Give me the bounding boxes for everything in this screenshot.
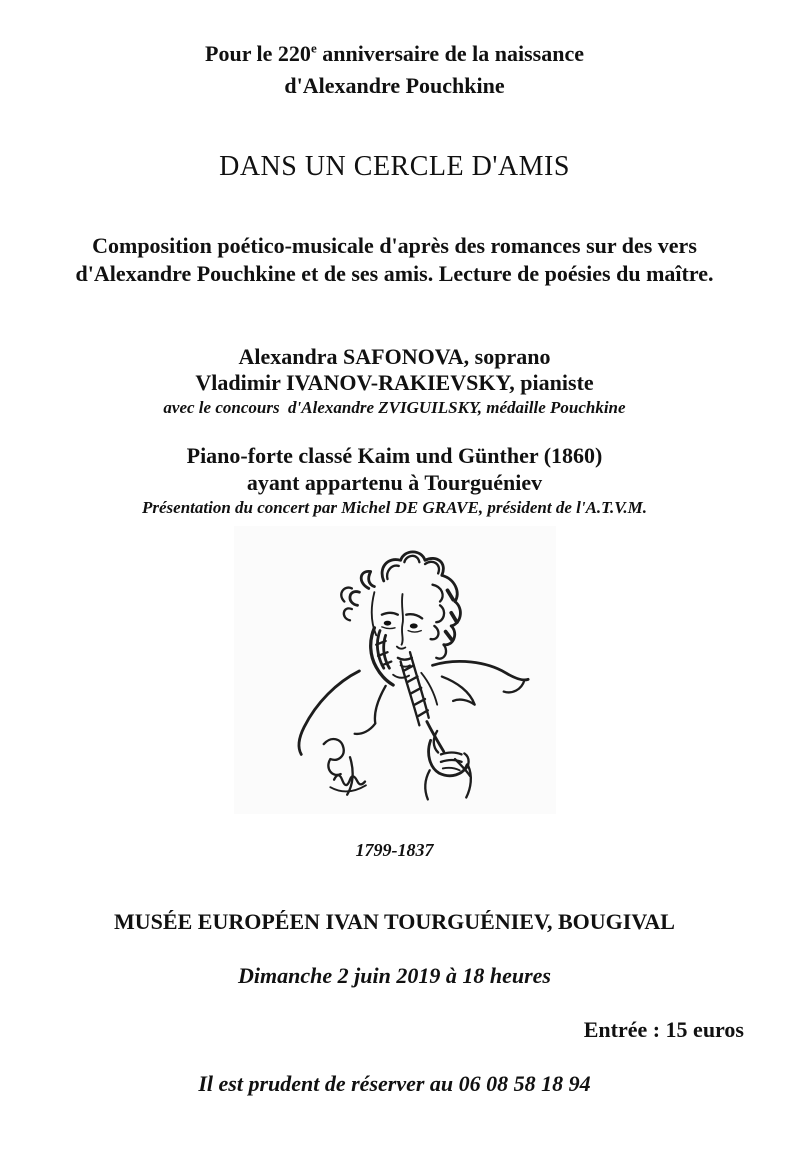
presenter-note: Présentation du concert par Michel DE GRAVE, président de l'A.T.V.M. [141, 498, 648, 517]
reservation-line: Il est prudent de réserver au 06 08 58 18 94 [198, 1071, 591, 1096]
datetime-line: Dimanche 2 juin 2019 à 18 heures [238, 963, 551, 988]
description-line2: d'Alexandre Pouchkine et de ses amis. Lecture de poésies du maître. [75, 261, 714, 286]
performer-pianist: Vladimir IVANOV-RAKIEVSKY, pianiste [195, 370, 594, 395]
concert-description [0, 232, 789, 288]
occasion-prefix: Pour le 220 [205, 41, 311, 66]
portrait-image [234, 526, 556, 814]
price-line: Entrée : 15 euros [583, 1017, 744, 1042]
pushkin-self-portrait-sketch [245, 534, 545, 806]
performer-soprano: Alexandra SAFONOVA, soprano [238, 344, 551, 369]
description-line1: Composition poético-musicale d'après des romances sur des vers [92, 233, 697, 258]
ordinal-superscript: e [310, 40, 317, 56]
page-title: DANS UN CERCLE D'AMIS [219, 151, 570, 182]
venue-line: MUSÉE EUROPÉEN IVAN TOURGUÉNIEV, BOUGIVAL [114, 909, 675, 934]
portrait-caption: 1799-1837 [355, 840, 434, 860]
occasion-heading [0, 38, 789, 102]
instrument-line1: Piano-forte classé Kaim und Günther (1860) [186, 443, 603, 468]
performers-block [0, 344, 789, 420]
occasion-line1 [0, 38, 789, 70]
occasion-suffix: anniversaire de la naissance [316, 41, 584, 66]
occasion-line2: d'Alexandre Pouchkine [284, 73, 505, 98]
instrument-line2: ayant appartenu à Tourguéniev [246, 470, 543, 495]
instrument-block [0, 442, 789, 520]
guest-note: avec le concours d'Alexandre ZVIGUILSKY, médaille Pouchkine [163, 398, 626, 417]
